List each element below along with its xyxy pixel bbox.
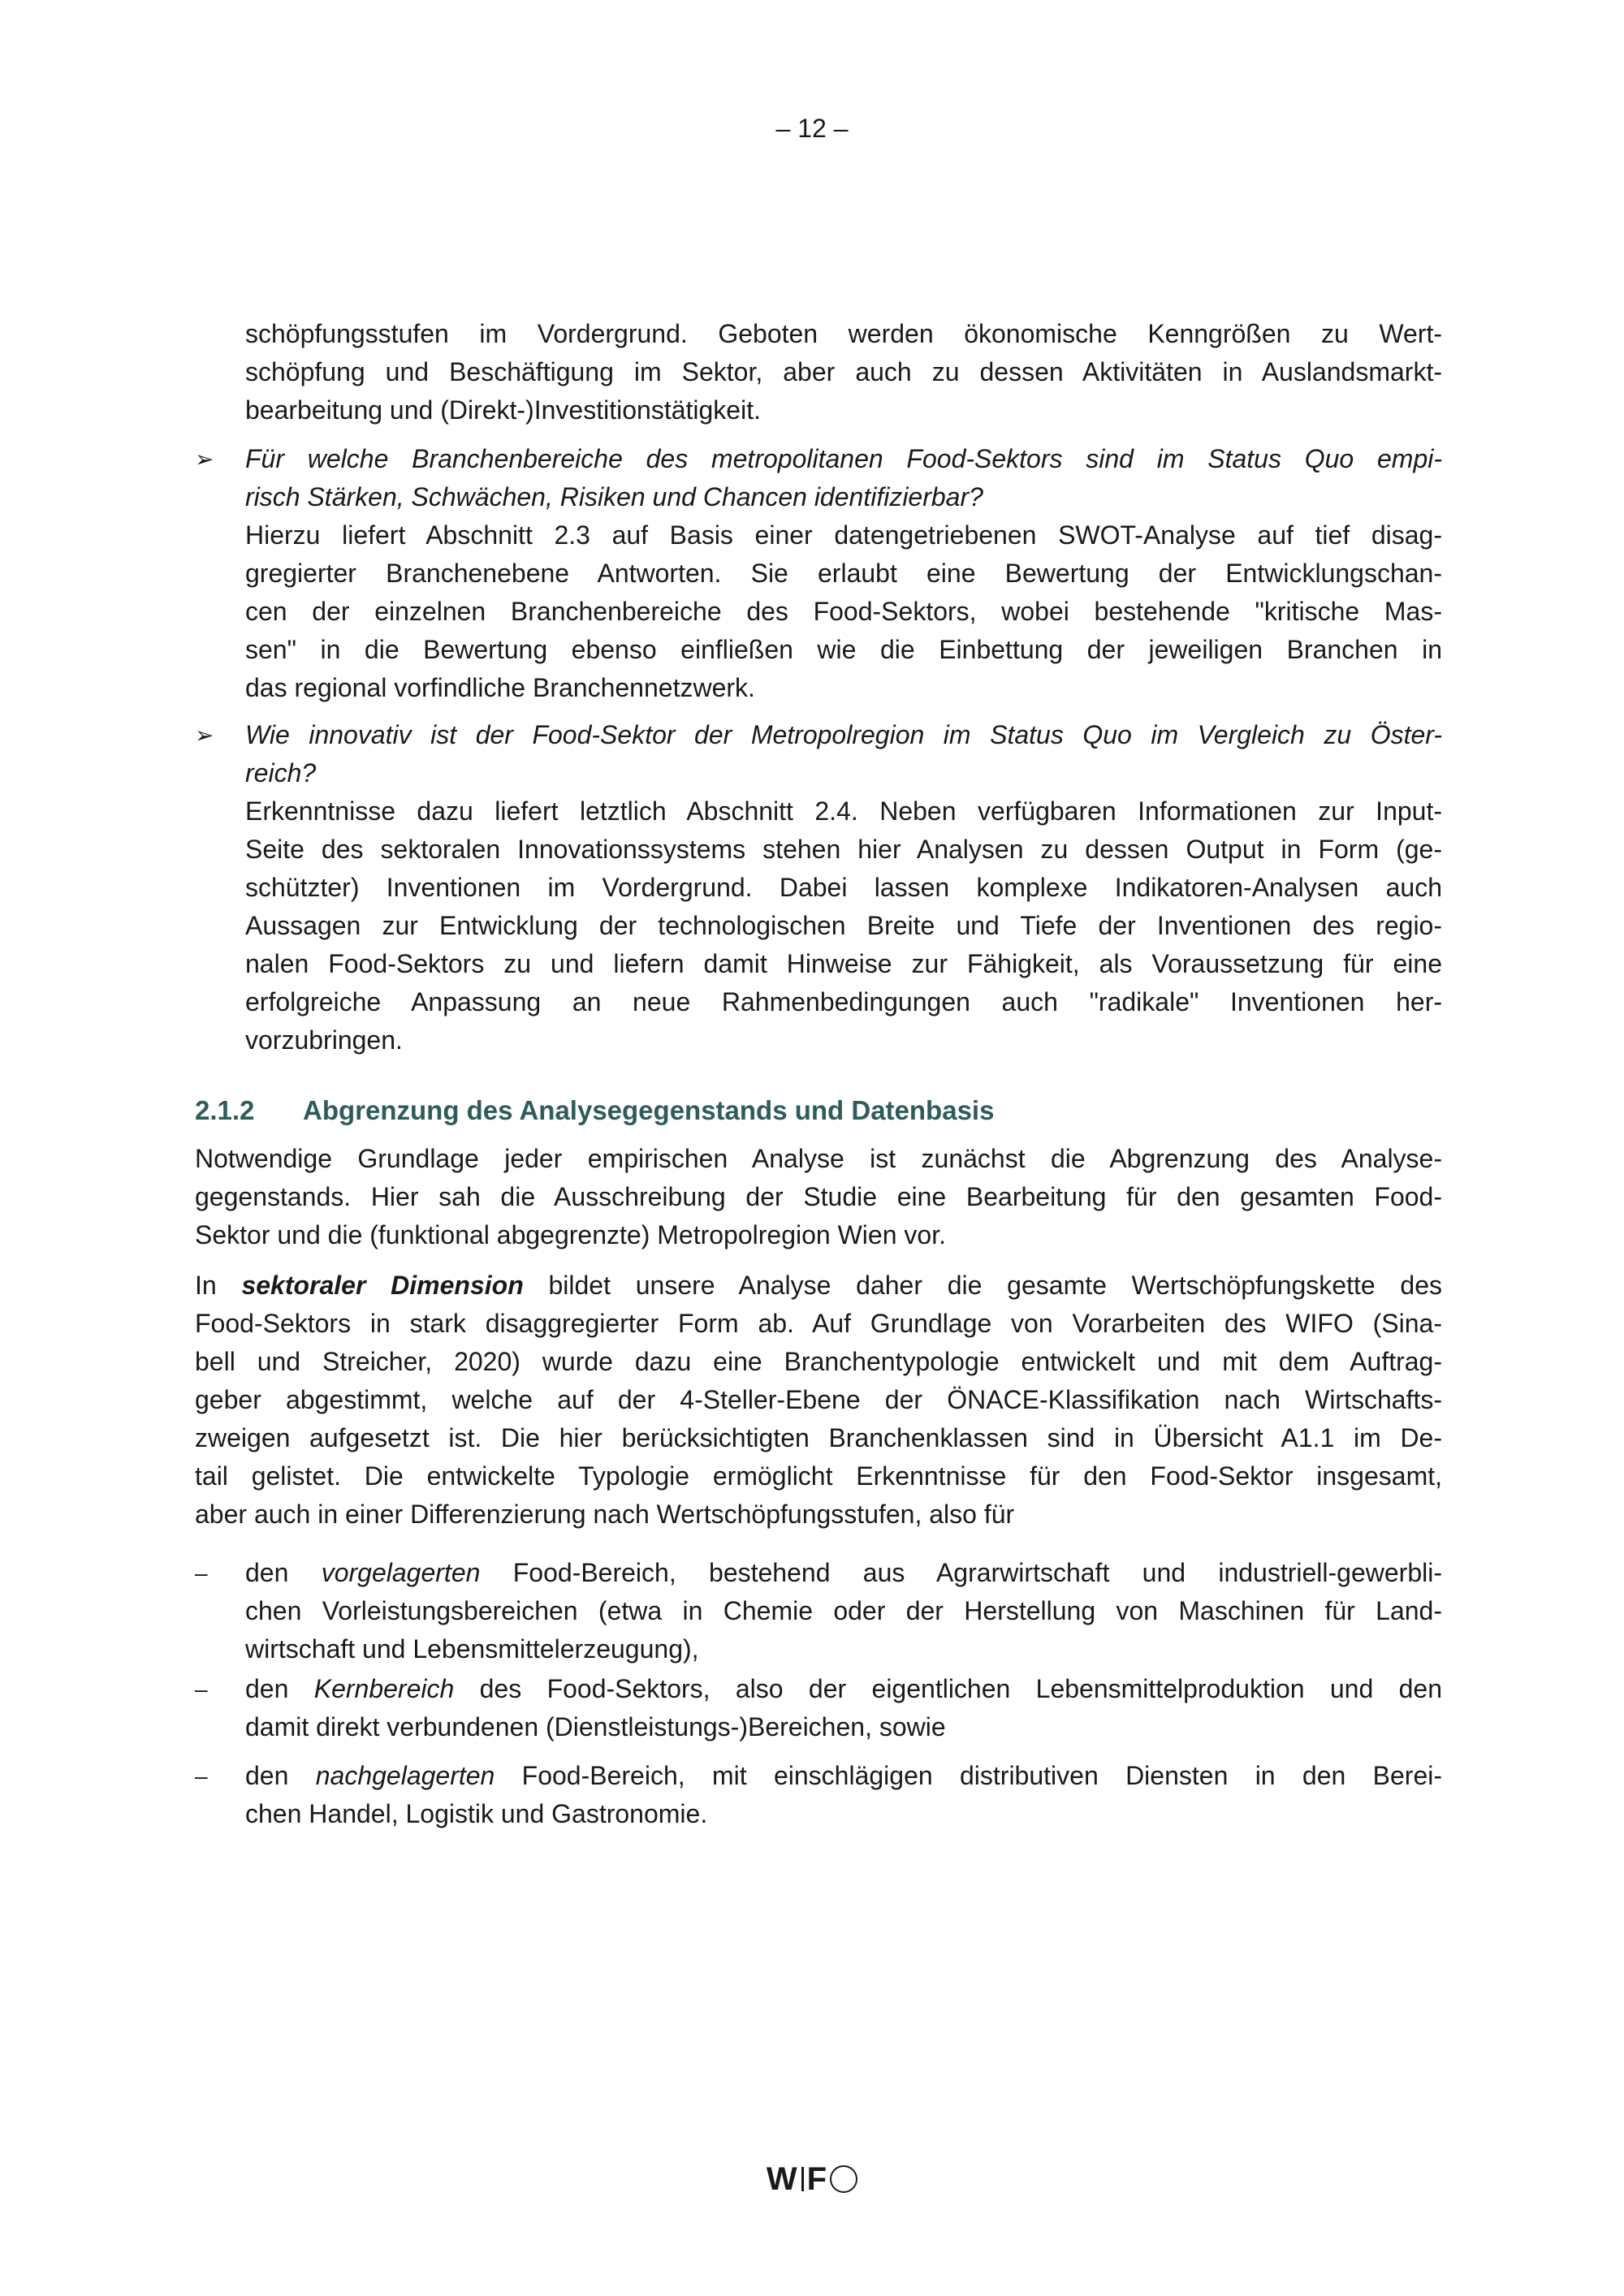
text-line: Erkenntnisse dazu liefert letztlich Abschnitt 2.4. Neben verfügbaren Informationen zur Input- (245, 796, 1442, 826)
italic-text: vorgelagerten (321, 1558, 481, 1587)
text-line: gregierter Branchenebene Antworten. Sie erlaubt eine Bewertung der Entwicklungschan- (245, 559, 1442, 588)
text-line: gegenstands. Hier sah die Ausschreibung der Studie eine Bearbeitung für den gesamten Food- (195, 1182, 1442, 1211)
question-bullet-item (195, 440, 1442, 707)
page-number: – 12 – (775, 114, 849, 143)
text-line: vorzubringen. (245, 1025, 403, 1055)
text-line: Sektor und die (funktional abgegrenzte) Metropolregion Wien vor. (195, 1220, 946, 1249)
text-line: schöpfungsstufen im Vordergrund. Geboten werden ökonomische Kenngrößen zu Wert- (245, 319, 1442, 348)
text-line: wirtschaft und Lebensmittelerzeugung), (245, 1634, 699, 1664)
text-line: das regional vorfindliche Branchennetzwerk. (245, 673, 755, 702)
text-line: tail gelistet. Die entwickelte Typologie ermöglicht Erkenntnisse für den Food-Sektor insgesamt, (195, 1461, 1442, 1491)
logo-f: F (806, 2161, 828, 2197)
question-bullet-item (195, 716, 1442, 1060)
text-line: chen Vorleistungsbereichen (etwa in Chemie oder der Herstellung von Maschinen für Land- (245, 1596, 1442, 1625)
text-line: cen der einzelnen Branchenbereiche des Food-Sektors, wobei bestehende "kritische Mas- (245, 597, 1442, 626)
logo-bar (801, 2167, 804, 2191)
dash-list-item (195, 1757, 1443, 1833)
text-line (245, 754, 1442, 792)
text-line: zweigen aufgesetzt ist. Die hier berücksichtigten Branchenklassen sind in Übersicht A1.1 im De- (195, 1423, 1442, 1452)
text-line: bell und Streicher, 2020) wurde dazu eine Branchentypologie entwickelt und mit dem Auftrag- (195, 1347, 1442, 1376)
emphasized-term: sektoraler Dimension (241, 1271, 524, 1300)
text-line: geber abgestimmt, welche auf der 4-Steller-Ebene der ÖNACE-Klassifikation nach Wirtschafts- (195, 1385, 1442, 1414)
text-line (245, 1757, 1442, 1795)
italic-text: Für welche Branchenbereiche des metropolitanen Food-Sektors sind im Status Quo empi- (245, 444, 1442, 473)
dash-bullet-icon: – (195, 1763, 208, 1789)
text-line: Notwendige Grundlage jeder empirischen Analyse ist zunächst die Abgrenzung des Analyse- (195, 1144, 1442, 1173)
dash-list-item (195, 1554, 1443, 1668)
text-segment: Food-Bereich, bestehend aus Agrarwirtschaft und industriell-gewerbli- (480, 1558, 1443, 1587)
text-line: erfolgreiche Anpassung an neue Rahmenbedingungen auch "radikale" Inventionen her- (245, 987, 1442, 1016)
text-line: Hierzu liefert Abschnitt 2.3 auf Basis einer datengetriebenen SWOT-Analyse auf tief disag- (245, 520, 1442, 550)
text-line (245, 716, 1442, 754)
text-line: sen" in die Bewertung ebenso einfließen wie die Einbettung der jeweiligen Branchen in (245, 635, 1442, 664)
text-segment: den (245, 1761, 316, 1790)
paragraph (245, 315, 1442, 429)
italic-text: Kernbereich (313, 1674, 455, 1703)
section-number: 2.1.2 (195, 1095, 255, 1125)
text-line: nalen Food-Sektors zu und liefern damit Hinweise zur Fähigkeit, als Voraussetzung für eine (245, 949, 1442, 978)
text-line: Aussagen zur Entwicklung der technologischen Breite und Tiefe der Inventionen des regio- (245, 911, 1442, 940)
arrow-bullet-icon: ➢ (195, 447, 214, 472)
text-segment: den (245, 1558, 322, 1587)
wifo-logo (0, 2161, 1624, 2198)
text-line: schützter) Inventionen im Vordergrund. Dabei lassen komplexe Indikatoren-Analysen auch (245, 873, 1442, 902)
text-segment: bildet unsere Analyse daher die gesamte Wertschöpfungskette des (523, 1271, 1443, 1300)
text-segment: Food-Bereich, mit einschlägigen distributiven Diensten in den Berei- (495, 1761, 1443, 1790)
text-line (245, 440, 1442, 478)
section-title: Abgrenzung des Analysegegenstands und Datenbasis (303, 1095, 995, 1125)
italic-text: nachgelagerten (315, 1761, 495, 1790)
text-line: aber auch in einer Differenzierung nach Wertschöpfungsstufen, also für (195, 1500, 1015, 1529)
dash-list-item (195, 1670, 1442, 1746)
text-segment: den (245, 1674, 314, 1703)
logo-o-circle (830, 2165, 857, 2193)
text-line (245, 1670, 1442, 1708)
paragraph (195, 1140, 1442, 1254)
text-line: damit direkt verbundenen (Dienstleistungs-)Bereichen, sowie (245, 1712, 946, 1741)
italic-text: reich? (245, 758, 317, 788)
italic-text: Wie innovativ ist der Food-Sektor der Metropolregion im Status Quo im Vergleich zu Öster- (245, 720, 1442, 749)
dash-bullet-icon: – (195, 1560, 208, 1586)
dash-bullet-icon: – (195, 1677, 208, 1702)
text-line: Seite des sektoralen Innovationssystems stehen hier Analysen zu dessen Output in Form (ge- (245, 835, 1442, 864)
text-segment: des Food-Sektors, also der eigentlichen Lebensmittelproduktion und den (454, 1674, 1442, 1703)
text-line (245, 478, 1442, 516)
italic-text: risch Stärken, Schwächen, Risiken und Chancen identifizierbar? (245, 482, 983, 511)
text-line (245, 1554, 1442, 1592)
section-heading (195, 1091, 994, 1129)
paragraph (195, 1267, 1442, 1534)
text-line: bearbeitung und (Direkt-)Investitionstätigkeit. (245, 395, 761, 425)
text-line (195, 1267, 1442, 1305)
arrow-bullet-icon: ➢ (195, 723, 214, 748)
text-line: chen Handel, Logistik und Gastronomie. (245, 1799, 708, 1828)
logo-w: W (766, 2161, 798, 2197)
text-line: Food-Sektors in stark disaggregierter Form ab. Auf Grundlage von Vorarbeiten des WIFO (Sina- (195, 1309, 1442, 1338)
text-line: schöpfung und Beschäftigung im Sektor, aber auch zu dessen Aktivitäten in Auslandsmarkt- (245, 357, 1442, 386)
text-segment: In (195, 1271, 242, 1300)
